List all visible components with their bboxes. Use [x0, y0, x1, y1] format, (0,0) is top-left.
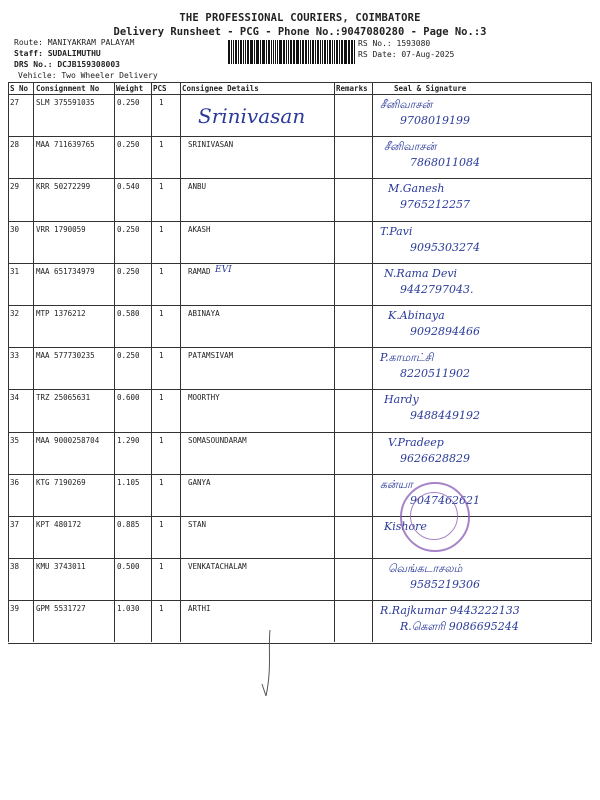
row-signature-phone: 9626628829 — [400, 451, 470, 465]
row-consignee: PATAMSIVAM — [188, 351, 234, 361]
row-weight: 1.105 — [117, 477, 140, 487]
row-weight: 0.600 — [117, 393, 140, 403]
row-consignee: SRINIVASAN — [188, 140, 234, 150]
row-signature: V.Pradeep — [388, 435, 444, 449]
row-weight: 1.030 — [117, 604, 140, 614]
row-signature-phone: 7868011084 — [410, 156, 480, 170]
row-pcs: 1 — [159, 435, 164, 445]
row-weight: 0.580 — [117, 309, 140, 318]
row-sno: 38 — [10, 562, 20, 572]
row-consignment-no: KPT 480172 — [36, 520, 82, 529]
pen-mark — [252, 628, 282, 698]
delivery-table — [8, 82, 592, 642]
vehicle-text: Vehicle: Two Wheeler Delivery — [18, 71, 158, 80]
drs-text: DRS No.: DCJB159308003 — [14, 60, 120, 69]
row-signature: N.Rama Devi — [384, 266, 458, 280]
row-sno: 33 — [10, 351, 20, 361]
row-pcs: 1 — [159, 98, 164, 107]
row-pcs: 1 — [159, 477, 164, 487]
row-signature: Hardy — [384, 393, 419, 407]
row-weight: 1.290 — [117, 435, 140, 445]
row-consignment-no: VRR 1790059 — [36, 224, 86, 234]
row-sno: 29 — [10, 182, 20, 192]
row-consignment-no: MAA 9000258704 — [36, 435, 100, 445]
row-sno: 35 — [10, 435, 20, 445]
runsheet-title: Delivery Runsheet - PCG - Phone No.:9047080280 - Page No.:3 — [113, 26, 487, 38]
row-pcs: 1 — [159, 266, 164, 276]
row-consignee: VENKATACHALAM — [188, 562, 247, 572]
row-consignee: RAMAD — [188, 266, 211, 276]
consignee-handwritten: EVI — [215, 264, 232, 275]
row-consignment-no: MAA 711639765 — [36, 140, 95, 150]
row-sno: 27 — [10, 98, 20, 107]
row-consignment-no: TRZ 25065631 — [36, 393, 91, 403]
col-header-consignee: Consignee Details — [182, 84, 259, 93]
company-title: THE PROFESSIONAL COURIERS, COIMBATORE — [179, 12, 421, 24]
staff-text: Staff: SUDALIMUTHU — [14, 49, 101, 58]
row-sno: 32 — [10, 309, 20, 318]
row-weight: 0.250 — [117, 351, 140, 361]
row-consignment-no: MAA 577730235 — [36, 351, 95, 361]
row-consignee: ABINAYA — [188, 309, 220, 318]
row-signature: வெங்கடாசலம் — [388, 562, 463, 576]
row-signature-phone: 8220511902 — [400, 367, 470, 381]
row-pcs: 1 — [159, 604, 164, 614]
row-signature-phone: 9488449192 — [410, 409, 480, 423]
row-signature-phone: 9765212257 — [400, 198, 470, 212]
row-sno: 30 — [10, 224, 20, 234]
row-consignee: STAN — [188, 520, 207, 529]
row-pcs: 1 — [159, 140, 164, 150]
row-consignment-no: MAA 651734979 — [36, 266, 95, 276]
row-signature: M.Ganesh — [388, 182, 445, 196]
rs-number: RS No.: 1593080 — [358, 39, 431, 48]
col-header-remarks: Remarks — [336, 84, 368, 93]
col-header-pcs: PCS — [153, 84, 167, 93]
row-pcs: 1 — [159, 309, 164, 318]
row-sno: 28 — [10, 140, 20, 150]
row-signature-phone: 9095303274 — [410, 240, 480, 254]
row-consignment-no: SLM 375591035 — [36, 98, 95, 107]
row-signature: T.Pavi — [380, 224, 413, 238]
row-consignee: AKASH — [188, 224, 211, 234]
row-signature-phone: 9442797043. — [400, 282, 474, 296]
row-consignee: ANBU — [188, 182, 207, 192]
row-consignment-no: MTP 1376212 — [36, 309, 86, 318]
row-signature-phone: 9708019199 — [400, 114, 470, 127]
col-header-signature: Seal & Signature — [394, 84, 467, 93]
route-text: Route: MANIYAKRAM PALAYAM — [14, 38, 135, 47]
row-weight: 0.250 — [117, 98, 140, 107]
row-consignment-no: GPM 5531727 — [36, 604, 86, 614]
row-sno: 36 — [10, 477, 20, 487]
row-pcs: 1 — [159, 182, 164, 192]
row-signature: R.Rajkumar 9443222133 — [380, 604, 520, 618]
row-sno: 39 — [10, 604, 20, 614]
row-consignee: ARTHI — [188, 604, 211, 614]
row-weight: 0.540 — [117, 182, 140, 192]
row-consignee: GANYA — [188, 477, 211, 487]
rs-date: RS Date: 07-Aug-2025 — [358, 50, 455, 59]
row-signature-phone: 9092894466 — [410, 325, 480, 338]
row-signature-phone: 9047462621 — [410, 493, 480, 507]
row-pcs: 1 — [159, 562, 164, 572]
col-header-sno: S No — [10, 84, 29, 93]
row-pcs: 1 — [159, 520, 164, 529]
row-weight: 0.885 — [117, 520, 140, 529]
row-consignment-no: KRR 50272299 — [36, 182, 91, 192]
row-weight: 0.250 — [117, 224, 140, 234]
row-signature-phone: 9585219306 — [410, 578, 480, 592]
row-consignee: MOORTHY — [188, 393, 220, 403]
row-weight: 0.500 — [117, 562, 140, 572]
consignee-handwritten: Srinivasan — [198, 104, 306, 128]
row-pcs: 1 — [159, 224, 164, 234]
col-header-weight: Weight — [116, 84, 144, 93]
row-signature: கன்யா — [380, 477, 413, 491]
row-sno: 31 — [10, 266, 20, 276]
row-signature-phone: R.கௌரி 9086695244 — [400, 620, 519, 634]
col-header-consignment: Consignment No — [36, 84, 100, 93]
row-consignment-no: KTG 7190269 — [36, 477, 86, 487]
row-sno: 34 — [10, 393, 20, 403]
row-weight: 0.250 — [117, 140, 140, 150]
barcode — [228, 40, 356, 64]
row-consignee: SOMASOUNDARAM — [188, 435, 247, 445]
row-signature: சீனிவாசன் — [384, 140, 437, 154]
row-sno: 37 — [10, 520, 20, 529]
row-signature: சீனிவாசன் — [380, 98, 433, 111]
company-seal — [400, 482, 470, 552]
row-signature: Kishore — [384, 520, 427, 533]
row-consignment-no: KMU 3743011 — [36, 562, 86, 572]
row-signature: K.Abinaya — [388, 309, 445, 322]
row-signature: P.காமாட்சி — [380, 351, 434, 365]
row-pcs: 1 — [159, 351, 164, 361]
row-weight: 0.250 — [117, 266, 140, 276]
row-pcs: 1 — [159, 393, 164, 403]
